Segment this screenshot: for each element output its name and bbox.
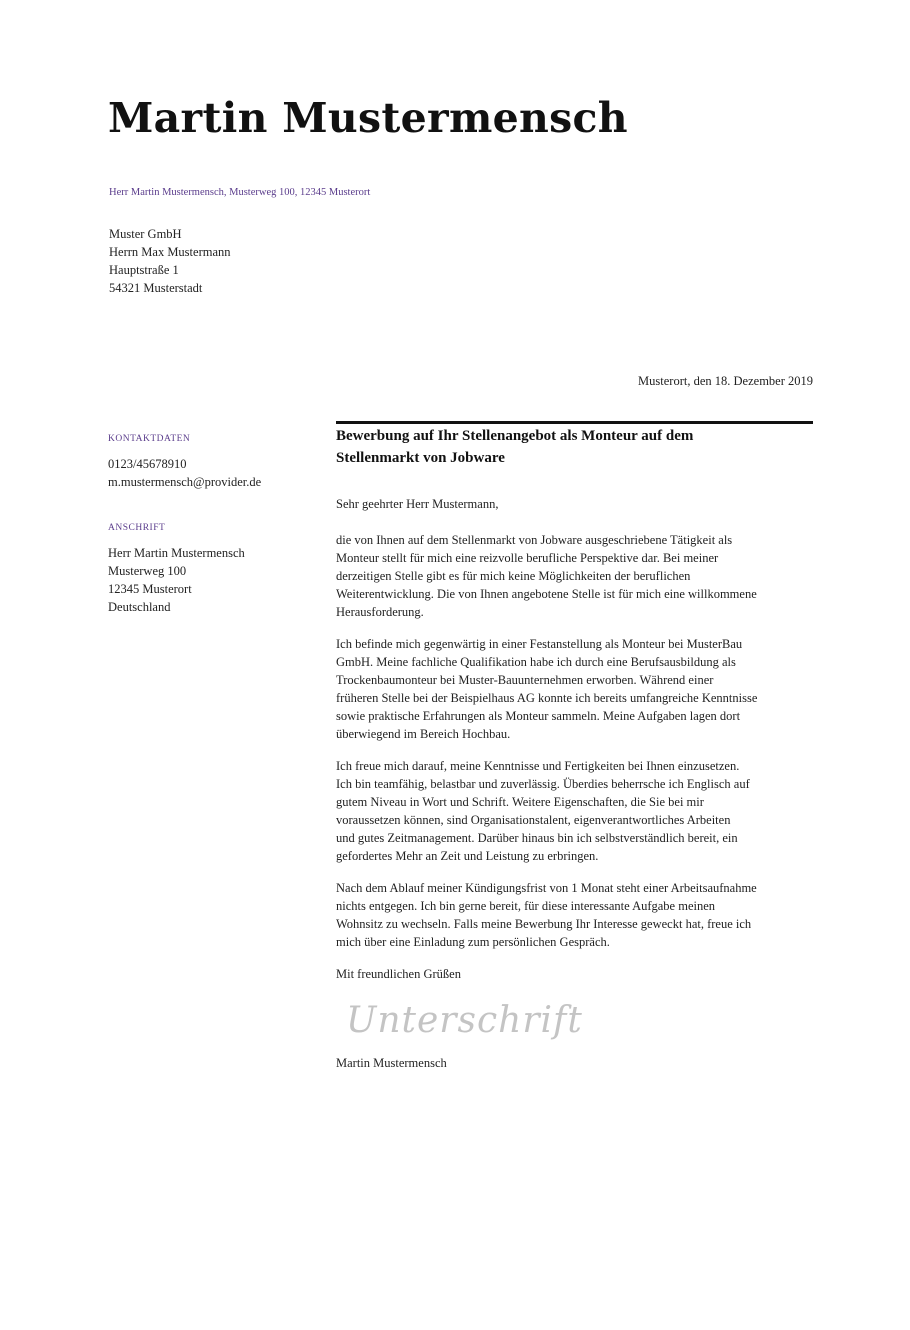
recipient-address bbox=[109, 225, 231, 297]
signature: Unterschrift bbox=[346, 1000, 583, 1041]
text-line: Ich freue mich darauf, meine Kenntnisse und Fertigkeiten bei Ihnen einzusetzen. bbox=[336, 759, 740, 773]
address-line: Herr Martin Mustermensch bbox=[108, 546, 245, 560]
recipient-line: 54321 Musterstadt bbox=[109, 281, 203, 295]
text-line: mich über eine Einladung zum persönlichen Gespräch. bbox=[336, 935, 610, 949]
text-line: Wohnsitz zu wechseln. Falls meine Bewerbung Ihr Interesse geweckt hat, freue ich bbox=[336, 917, 752, 931]
contact-info bbox=[108, 455, 261, 491]
text-line: nichts entgegen. Ich bin gerne bereit, für diese interessante Aufgabe meinen bbox=[336, 899, 716, 913]
address-line: Musterweg 100 bbox=[108, 564, 187, 578]
text-line: Weiterentwicklung. Die von Ihnen angebotene Stelle ist für mich eine willkommene bbox=[336, 587, 757, 601]
text-line: derzeitigen Stelle gibt es für mich keine Möglichkeiten der beruflichen bbox=[336, 569, 691, 583]
closing: Mit freundlichen Grüßen bbox=[336, 967, 461, 981]
text-line: sowie praktische Erfahrungen als Monteur sammeln. Meine Aufgaben lagen dort bbox=[336, 709, 741, 723]
text-line: gefordertes Mehr an Zeit und Leistung zu erbringen. bbox=[336, 849, 599, 863]
text-line: Ich befinde mich gegenwärtig in einer Festanstellung als Monteur bei MusterBau bbox=[336, 637, 743, 651]
text-line: Nach dem Ablauf meiner Kündigungsfrist von 1 Monat steht einer Arbeitsaufnahme bbox=[336, 881, 757, 895]
paragraph-1 bbox=[336, 531, 757, 621]
text-line: Monteur stellt für mich eine reizvolle berufliche Perspektive dar. Bei meiner bbox=[336, 551, 719, 565]
text-line: überwiegend im Bereich Hochbau. bbox=[336, 727, 511, 741]
letter-subject bbox=[336, 425, 693, 469]
text-line: Ich bin teamfähig, belastbar und zuverlässig. Überdies beherrsche ich Englisch auf bbox=[336, 777, 750, 791]
subject-line: Stellenmarkt von Jobware bbox=[336, 450, 505, 466]
subject-line: Bewerbung auf Ihr Stellenangebot als Monteur auf dem bbox=[336, 428, 694, 444]
email-address: m.mustermensch@provider.de bbox=[108, 475, 262, 489]
text-line: und gutes Zeitmanagement. Darüber hinaus bin ich selbstverständlich bereit, ein bbox=[336, 831, 738, 845]
sender-address bbox=[108, 544, 245, 616]
text-line: die von Ihnen auf dem Stellenmarkt von Jobware ausgeschriebene Tätigkeit als bbox=[336, 533, 733, 547]
page-title: Martin Mustermensch bbox=[108, 94, 628, 142]
paragraph-3 bbox=[336, 757, 750, 865]
address-line: Deutschland bbox=[108, 600, 171, 614]
address-heading: ANSCHRIFT bbox=[108, 523, 166, 533]
subject-divider bbox=[336, 421, 813, 424]
text-line: früheren Stelle bei der Beispielhaus AG konnte ich bereits umfangreiche Kenntnisse bbox=[336, 691, 758, 705]
text-line: Trockenbaumonteur bei Muster-Bauunternehmen erworben. Während einer bbox=[336, 673, 714, 687]
text-line: gutem Niveau in Wort und Schrift. Weitere Eigenschaften, die Sie bei mir bbox=[336, 795, 704, 809]
sender-return-line: Herr Martin Mustermensch, Musterweg 100, 12345 Musterort bbox=[109, 187, 371, 198]
recipient-line: Muster GmbH bbox=[109, 227, 182, 241]
recipient-line: Herrn Max Mustermann bbox=[109, 245, 231, 259]
phone-number: 0123/45678910 bbox=[108, 457, 187, 471]
text-line: voraussetzen können, sind Organisationstalent, eigenverantwortliches Arbeiten bbox=[336, 813, 731, 827]
paragraph-2 bbox=[336, 635, 757, 743]
letter-date: Musterort, den 18. Dezember 2019 bbox=[638, 374, 813, 388]
salutation: Sehr geehrter Herr Mustermann, bbox=[336, 497, 499, 511]
address-line: 12345 Musterort bbox=[108, 582, 192, 596]
text-line: Herausforderung. bbox=[336, 605, 424, 619]
recipient-line: Hauptstraße 1 bbox=[109, 263, 179, 277]
contact-heading: KONTAKTDATEN bbox=[108, 434, 191, 444]
signer-name: Martin Mustermensch bbox=[336, 1056, 447, 1070]
paragraph-4 bbox=[336, 879, 757, 951]
text-line: GmbH. Meine fachliche Qualifikation habe ich durch eine Berufsausbildung als bbox=[336, 655, 736, 669]
